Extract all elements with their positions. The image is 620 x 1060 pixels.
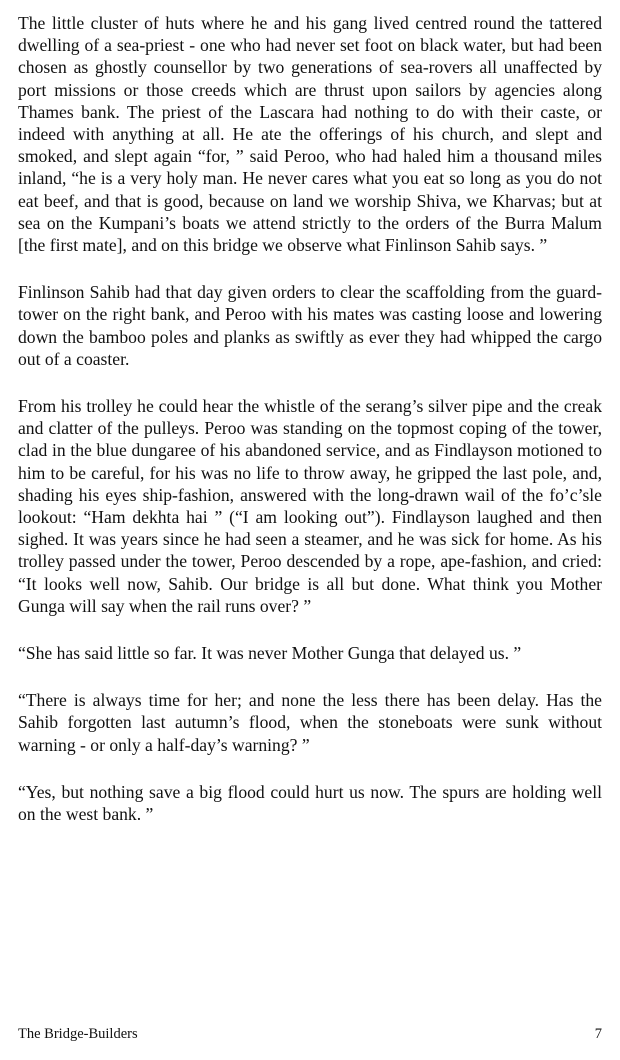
page-number: 7 bbox=[594, 1026, 602, 1042]
page-footer bbox=[18, 1024, 602, 1044]
paragraph-3: From his trolley he could hear the whistle of the serang’s silver pipe and the creak and clatter of the pulleys. Peroo was standing on the topmost coping of the tower, clad in the blue dungaree of his abandoned service, and as Findlayson motioned to him to be careful, for his was no life to throw away, he gripped the last pole, and, shading his eyes ship-fashion, answered with the long-drawn wail of the fo’c’sle lookout: “Ham dekhta hai ” (“I am looking out”). Findlayson laughed and then sighed. It was years since he had seen a steamer, and he was sick for home. As his trolley passed under the tower, Peroo descended by a rope, ape-fashion, and cried: “It looks well now, Sahib. Our bridge is all but done. What think you Mother Gunga will say when the rail runs over? ” bbox=[18, 396, 602, 616]
paragraph-6: “Yes, but nothing save a big flood could hurt us now. The spurs are holding well on the west bank. ” bbox=[18, 781, 602, 825]
running-footer-title: The Bridge-Builders bbox=[18, 1026, 138, 1042]
body-text bbox=[18, 12, 602, 850]
paragraph-2: Finlinson Sahib had that day given orders to clear the scaffolding from the guard-tower on the right bank, and Peroo with his mates was casting loose and lowering down the bamboo poles and planks as swiftly as ever they had whipped the cargo out of a coaster. bbox=[18, 282, 602, 369]
paragraph-1: The little cluster of huts where he and his gang lived centred round the tattered dwelling of a sea-priest - one who had never set foot on black water, but had been chosen as ghostly counsellor by two generations of sea-rovers all unaffected by port missions or those creeds which are thrust upon sailors by agencies along Thames bank. The priest of the Lascara had nothing to do with their caste, or indeed with anything at all. He ate the offerings of his church, and slept and smoked, and slept again “for, ” said Peroo, who had haled him a thousand miles inland, “he is a very holy man. He never cares what you eat so long as you do not eat beef, and that is good, because on land we worship Shiva, we Kharvas; but at sea on the Kumpani’s boats we attend strictly to the orders of the Burra Malum [the first mate], and on this bridge we observe what Finlinson Sahib says. ” bbox=[18, 13, 602, 256]
paragraph-5: “There is always time for her; and none the less there has been delay. Has the Sahib forgotten last autumn’s flood, when the stoneboats were sunk without warning - or only a half-day’s warning? ” bbox=[18, 690, 602, 755]
paragraph-4: “She has said little so far. It was never Mother Gunga that delayed us. ” bbox=[18, 643, 522, 664]
